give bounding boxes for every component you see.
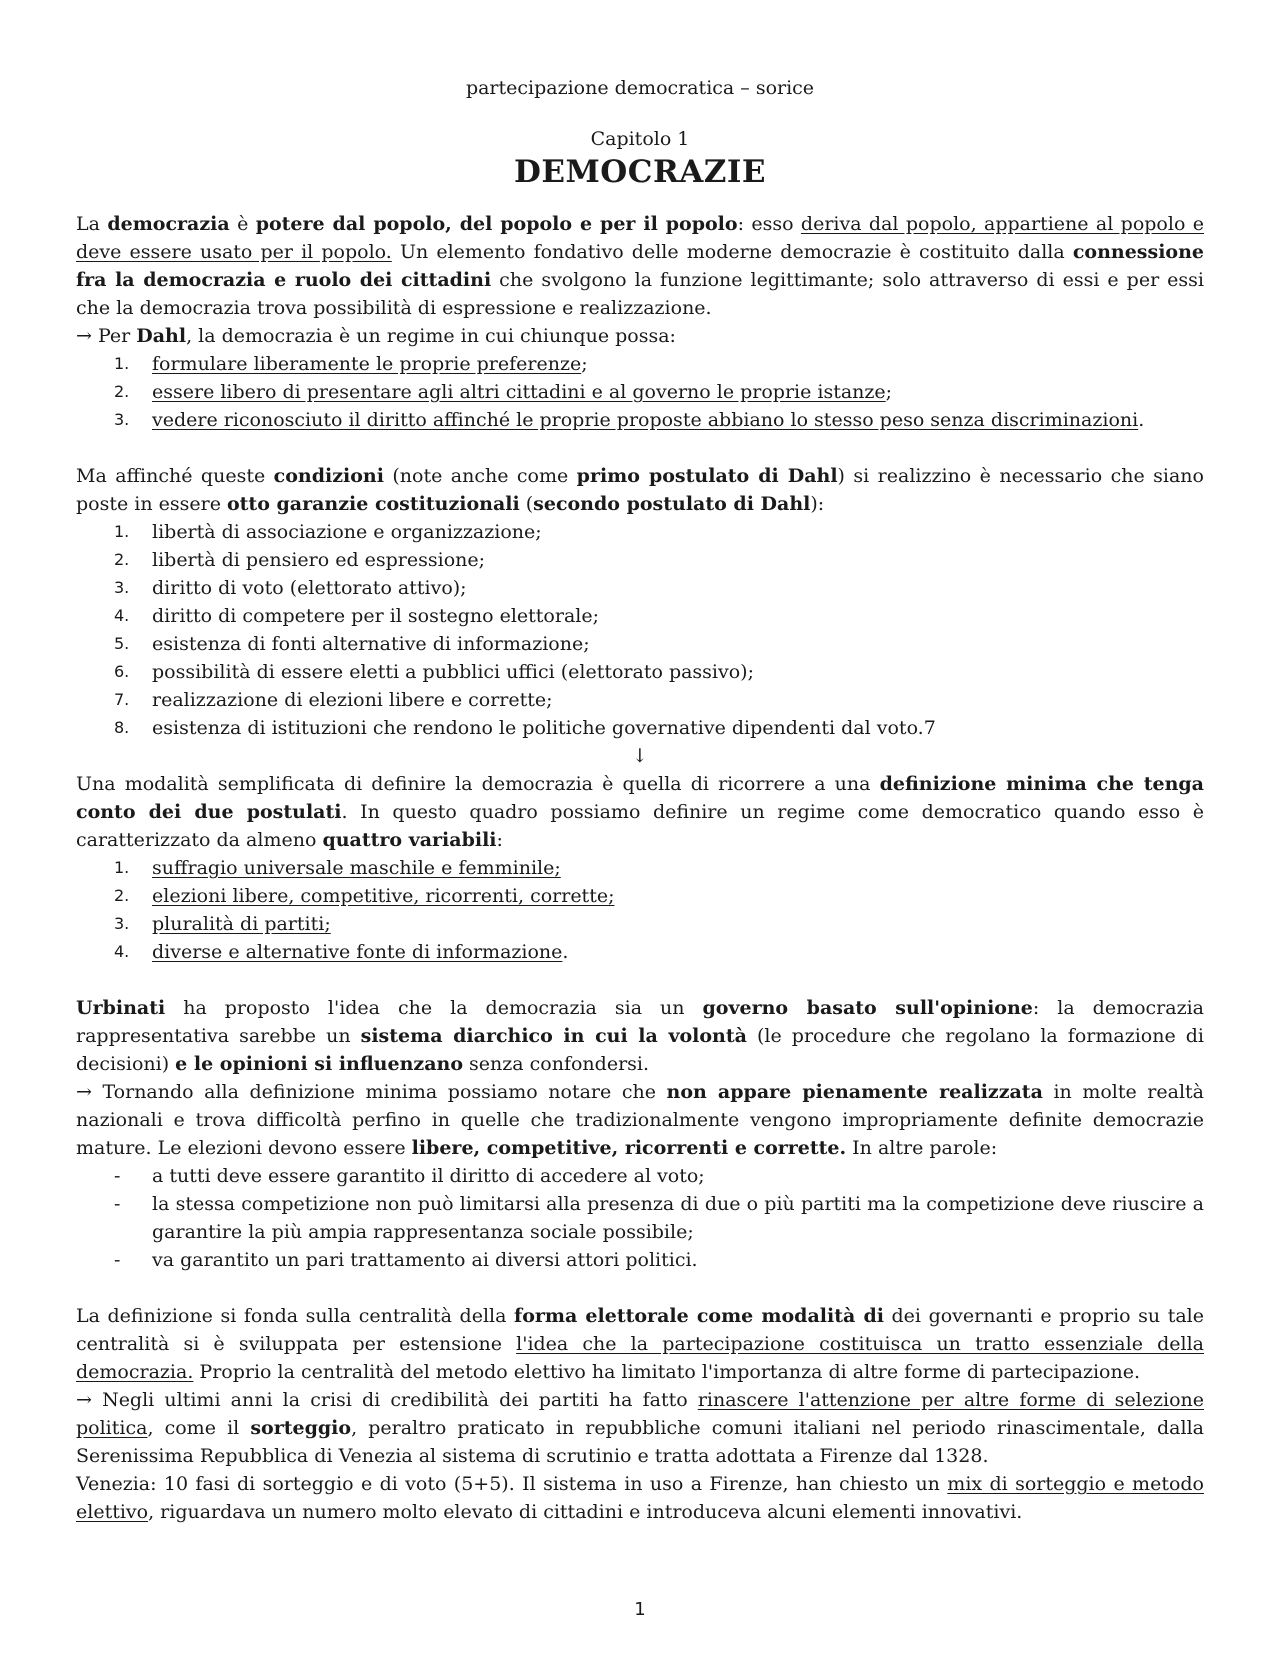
document-header: partecipazione democratica – sorice bbox=[465, 77, 815, 99]
text: , riguardava un numero molto elevato di cittadini e introduceva alcuni elementi innovativi. bbox=[148, 1501, 1023, 1523]
list-number: 2. bbox=[114, 550, 130, 569]
list-number: 3. bbox=[114, 410, 130, 429]
spacer bbox=[76, 1274, 1204, 1302]
underlined-text: diverse e alternative fonte di informazione bbox=[152, 941, 563, 963]
list-item bbox=[76, 406, 1204, 434]
underlined-text: suffragio universale maschile e femminile; bbox=[152, 857, 561, 879]
bold-text: connessione fra la democrazia e ruolo dei cittadini bbox=[76, 241, 1204, 291]
list-item bbox=[76, 1246, 1204, 1274]
text: La bbox=[76, 213, 108, 235]
bold-text: condizioni bbox=[273, 465, 384, 487]
list-number: 2. bbox=[114, 382, 130, 401]
list-number: 7. bbox=[114, 690, 130, 709]
text: → Tornando alla definizione minima possiamo notare che bbox=[76, 1081, 667, 1103]
bold-text: Urbinati bbox=[76, 997, 166, 1019]
spacer bbox=[76, 434, 1204, 462]
paragraph-dahl bbox=[76, 322, 1204, 350]
bold-text: democrazia bbox=[107, 213, 230, 235]
underlined-text: pluralità di partiti; bbox=[152, 913, 331, 935]
list-number: 5. bbox=[114, 634, 130, 653]
bold-text: primo postulato di Dahl bbox=[576, 465, 838, 487]
page-title: DEMOCRAZIE bbox=[513, 154, 767, 190]
underlined-text: elezioni libere, competitive, ricorrenti, corrette; bbox=[152, 885, 615, 907]
list-number: 1. bbox=[114, 354, 130, 373]
bold-text: libere, competitive, ricorrenti e corrette. bbox=[411, 1137, 847, 1159]
text: la stessa competizione non può limitarsi alla presenza di due o più partiti ma la competizione deve riuscire a garantire la più ampia rappresentanza sociale possibile; bbox=[152, 1193, 1204, 1243]
underlined-text: formulare liberamente le proprie preferenze bbox=[152, 353, 582, 375]
text: possibilità di essere eletti a pubblici uffici (elettorato passivo); bbox=[152, 661, 754, 683]
text: a tutti deve essere garantito il diritto di accedere al voto; bbox=[152, 1165, 705, 1187]
text: → Negli ultimi anni la crisi di credibilità dei partiti ha fatto bbox=[76, 1389, 698, 1411]
list-number: 2. bbox=[114, 886, 130, 905]
text: : esso bbox=[737, 213, 801, 235]
underlined-text: mix di sorteggio e metodo elettivo bbox=[76, 1473, 1204, 1523]
bold-text: sistema diarchico in cui la volontà bbox=[360, 1025, 747, 1047]
underlined-text: vedere riconosciuto il diritto affinché le proprie proposte abbiano lo stesso peso senza discriminazioni bbox=[152, 409, 1139, 431]
text: diritto di voto (elettorato attivo); bbox=[152, 577, 467, 599]
page-number: 1 bbox=[634, 1599, 646, 1620]
list-item bbox=[76, 686, 1204, 714]
list-item bbox=[76, 546, 1204, 574]
bold-text: definizione minima che tenga conto dei due postulati bbox=[76, 773, 1204, 823]
bold-text: Dahl bbox=[136, 325, 187, 347]
dash-marker: - bbox=[114, 1249, 121, 1271]
text: in molte realtà nazionali e trova difficoltà perfino in quelle che tradizionalmente vengono impropriamente definite democrazie mature. Le elezioni devono essere bbox=[76, 1081, 1204, 1159]
paragraph-electoral-form bbox=[76, 1302, 1204, 1386]
list-item bbox=[76, 658, 1204, 686]
text: , la democrazia è un regime in cui chiunque possa: bbox=[186, 325, 676, 347]
paragraph-definition bbox=[76, 210, 1204, 322]
text: Proprio la centralità del metodo elettivo ha limitato l'importanza di altre forme di partecipazione. bbox=[193, 1361, 1141, 1383]
text: esistenza di fonti alternative di informazione; bbox=[152, 633, 590, 655]
list-item bbox=[76, 350, 1204, 378]
chapter-label: Capitolo 1 bbox=[590, 128, 690, 150]
list-number: 4. bbox=[114, 942, 130, 961]
list-item bbox=[76, 882, 1204, 910]
list-item bbox=[76, 1162, 1204, 1190]
bold-text: potere dal popolo, del popolo e per il popolo bbox=[255, 213, 738, 235]
list-item bbox=[76, 1190, 1204, 1246]
text: realizzazione di elezioni libere e corrette; bbox=[152, 689, 553, 711]
text: ) si realizzino è necessario che siano poste in essere bbox=[76, 465, 1204, 515]
list-item bbox=[76, 602, 1204, 630]
text: , peraltro praticato in repubbliche comuni italiani nel periodo rinascimentale, dalla Serenissima Repubblica di Venezia al sistema di scrutinio e tratta adottata a Firenze dal 1328. bbox=[76, 1417, 1204, 1467]
list-item bbox=[76, 378, 1204, 406]
paragraph-elections bbox=[76, 1078, 1204, 1162]
down-arrow-icon: ↓ bbox=[632, 745, 648, 767]
paragraph-urbinati bbox=[76, 994, 1204, 1078]
text: va garantito un pari trattamento ai diversi attori politici. bbox=[152, 1249, 698, 1271]
bold-text: secondo postulato di Dahl bbox=[533, 493, 811, 515]
dahl-list bbox=[76, 350, 1204, 434]
text: libertà di pensiero ed espressione; bbox=[152, 549, 486, 571]
list-item bbox=[76, 910, 1204, 938]
bold-text: otto garanzie costituzionali bbox=[226, 493, 520, 515]
guarantees-list bbox=[76, 518, 1204, 742]
text: diritto di competere per il sostegno elettorale; bbox=[152, 605, 600, 627]
text: Ma affinché queste bbox=[76, 465, 274, 487]
text: In altre parole: bbox=[846, 1137, 998, 1159]
dash-list bbox=[76, 1162, 1204, 1274]
text: . bbox=[562, 941, 569, 963]
text: (le procedure che regolano la formazione di decisioni) bbox=[76, 1025, 1204, 1075]
dash-marker: - bbox=[114, 1165, 121, 1187]
text: (note anche come bbox=[383, 465, 577, 487]
list-number: 3. bbox=[114, 578, 130, 597]
list-number: 1. bbox=[114, 858, 130, 877]
text: . bbox=[1138, 409, 1145, 431]
bold-text: non appare pienamente realizzata bbox=[666, 1081, 1043, 1103]
text: Venezia: 10 fasi di sorteggio e di voto (5+5). Il sistema in uso a Firenze, han chiesto un bbox=[76, 1473, 948, 1495]
bold-text: quattro variabili bbox=[322, 829, 497, 851]
list-item bbox=[76, 938, 1204, 966]
paragraph-venezia bbox=[76, 1470, 1204, 1526]
paragraph-conditions bbox=[76, 462, 1204, 518]
text: che svolgono la funzione legittimante; solo attraverso di essi e per essi che la democrazia trova possibilità di espressione e realizzazione. bbox=[76, 269, 1204, 319]
text: dei governanti e proprio su tale centralità si è sviluppata per estensione bbox=[76, 1305, 1204, 1355]
list-item bbox=[76, 574, 1204, 602]
text: ( bbox=[519, 493, 534, 515]
list-item bbox=[76, 630, 1204, 658]
bold-text: e le opinioni si influenzano bbox=[175, 1053, 463, 1075]
list-number: 3. bbox=[114, 914, 130, 933]
spacer bbox=[76, 966, 1204, 994]
text: è bbox=[229, 213, 256, 235]
bold-text: sorteggio bbox=[250, 1417, 352, 1439]
dash-marker: - bbox=[114, 1193, 121, 1215]
paragraph-minimal-definition bbox=[76, 770, 1204, 854]
text: → Per bbox=[76, 325, 137, 347]
underlined-text: deriva dal popolo, appartiene al popolo e deve essere usato per il popolo. bbox=[76, 213, 1205, 263]
text: . In questo quadro possiamo definire un regime come democratico quando esso è caratterizzato da almeno bbox=[76, 801, 1204, 851]
bold-text: forma elettorale come modalità di bbox=[514, 1305, 884, 1327]
list-number: 6. bbox=[114, 662, 130, 681]
text: La definizione si fonda sulla centralità della bbox=[76, 1305, 515, 1327]
bold-text: governo basato sull'opinione bbox=[702, 997, 1033, 1019]
text: , come il bbox=[147, 1417, 251, 1439]
paragraph-sortition bbox=[76, 1386, 1204, 1470]
text: ): bbox=[810, 493, 825, 515]
variables-list bbox=[76, 854, 1204, 966]
text: : la democrazia rappresentativa sarebbe un bbox=[76, 997, 1205, 1047]
text: esistenza di istituzioni che rendono le politiche governative dipendenti dal voto.7 bbox=[152, 717, 936, 739]
text: : bbox=[496, 829, 503, 851]
list-item bbox=[76, 714, 1204, 742]
underlined-text: essere libero di presentare agli altri cittadini e al governo le proprie istanze bbox=[152, 381, 886, 403]
list-number: 4. bbox=[114, 606, 130, 625]
list-item bbox=[76, 518, 1204, 546]
underlined-text: rinascere l'attenzione per altre forme di selezione politica bbox=[76, 1389, 1204, 1439]
list-number: 8. bbox=[114, 718, 130, 737]
text: ha proposto l'idea che la democrazia sia un bbox=[165, 997, 703, 1019]
text: ; bbox=[885, 381, 893, 403]
text: Un elemento fondativo delle moderne democrazie è costituito dalla bbox=[391, 241, 1073, 263]
list-item bbox=[76, 854, 1204, 882]
text: ; bbox=[581, 353, 588, 375]
text: senza confondersi. bbox=[463, 1053, 650, 1075]
list-number: 1. bbox=[114, 522, 130, 541]
text: Una modalità semplificata di definire la democrazia è quella di ricorrere a una bbox=[76, 773, 880, 795]
text: libertà di associazione e organizzazione; bbox=[152, 521, 542, 543]
underlined-text: l'idea che la partecipazione costituisca un tratto essenziale della democrazia. bbox=[76, 1333, 1204, 1383]
